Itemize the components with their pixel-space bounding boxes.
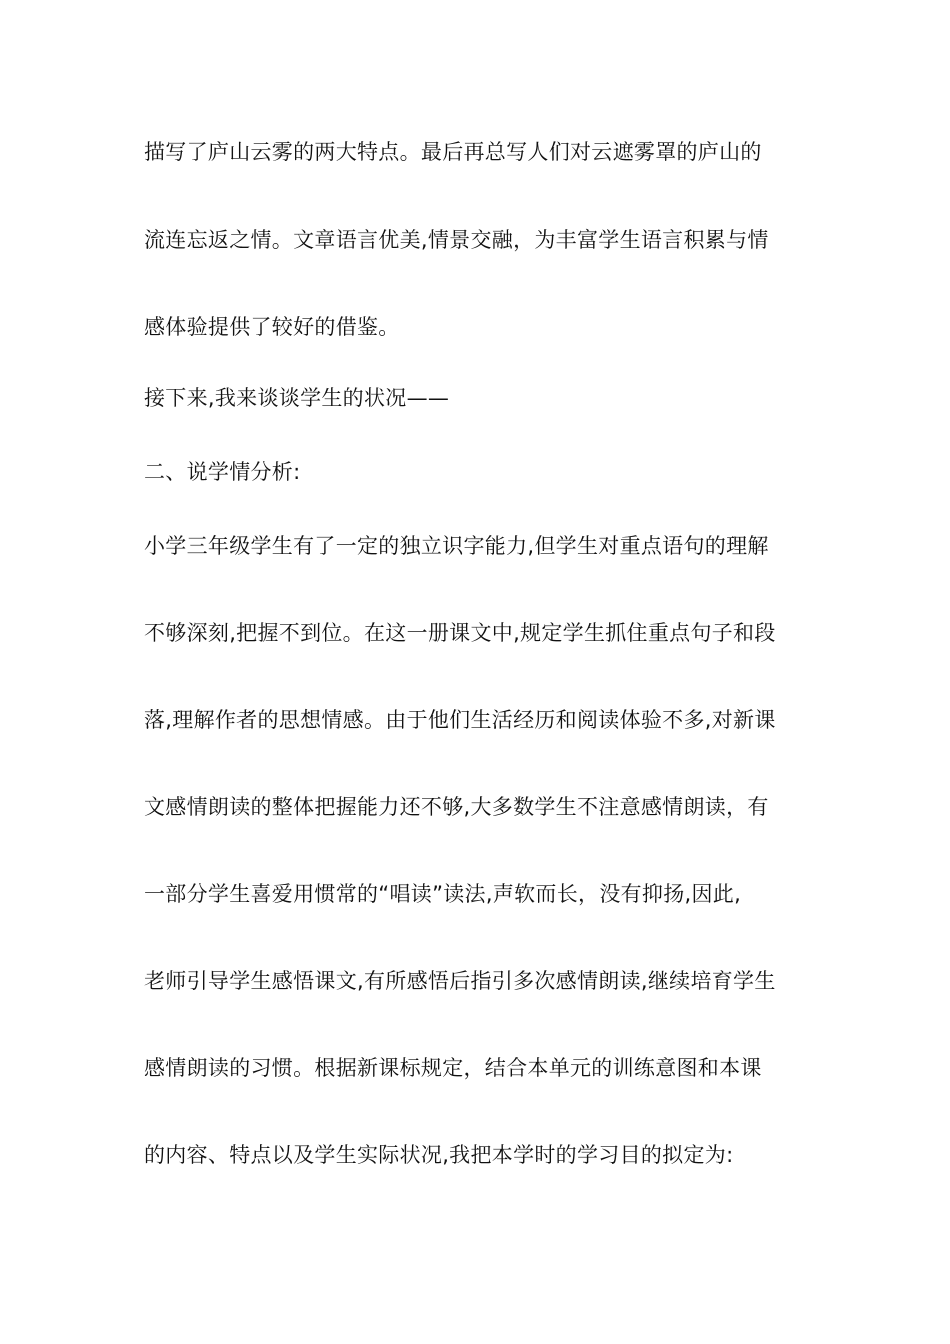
text-line: 流连忘返之情。文章语言优美,情景交融，为丰富学生语言积累与情 [144,228,769,252]
text-line: 的内容、特点以及学生实际状况,我把本学时的学习目的拟定为: [144,1143,734,1167]
text-line: 不够深刻,把握不到位。在这一册课文中,规定学生抓住重点句子和段 [144,621,776,645]
section-heading: 二、说学情分析: [144,460,301,484]
text-line: 老师引导学生感悟课文,有所感悟后指引多次感情朗读,继续培育学生 [144,969,776,993]
text-line: 感情朗读的习惯。根据新课标规定，结合本单元的训练意图和本课 [144,1056,762,1080]
text-line: 落,理解作者的思想情感。由于他们生活经历和阅读体验不多,对新课 [144,708,776,732]
text-line: 描写了庐山云雾的两大特点。最后再总写人们对云遮雾罩的庐山的 [144,140,762,164]
text-line: 一部分学生喜爱用惯常的“唱读”读法,声软而长，没有抑扬,因此, [144,882,742,906]
text-line: 感体验提供了较好的借鉴。 [144,315,400,339]
text-line: 文感情朗读的整体把握能力还不够,大多数学生不注意感情朗读，有 [144,795,769,819]
text-line: 接下来,我来谈谈学生的状况—— [144,386,450,410]
text-line: 小学三年级学生有了一定的独立识字能力,但学生对重点语句的理解 [144,534,769,558]
